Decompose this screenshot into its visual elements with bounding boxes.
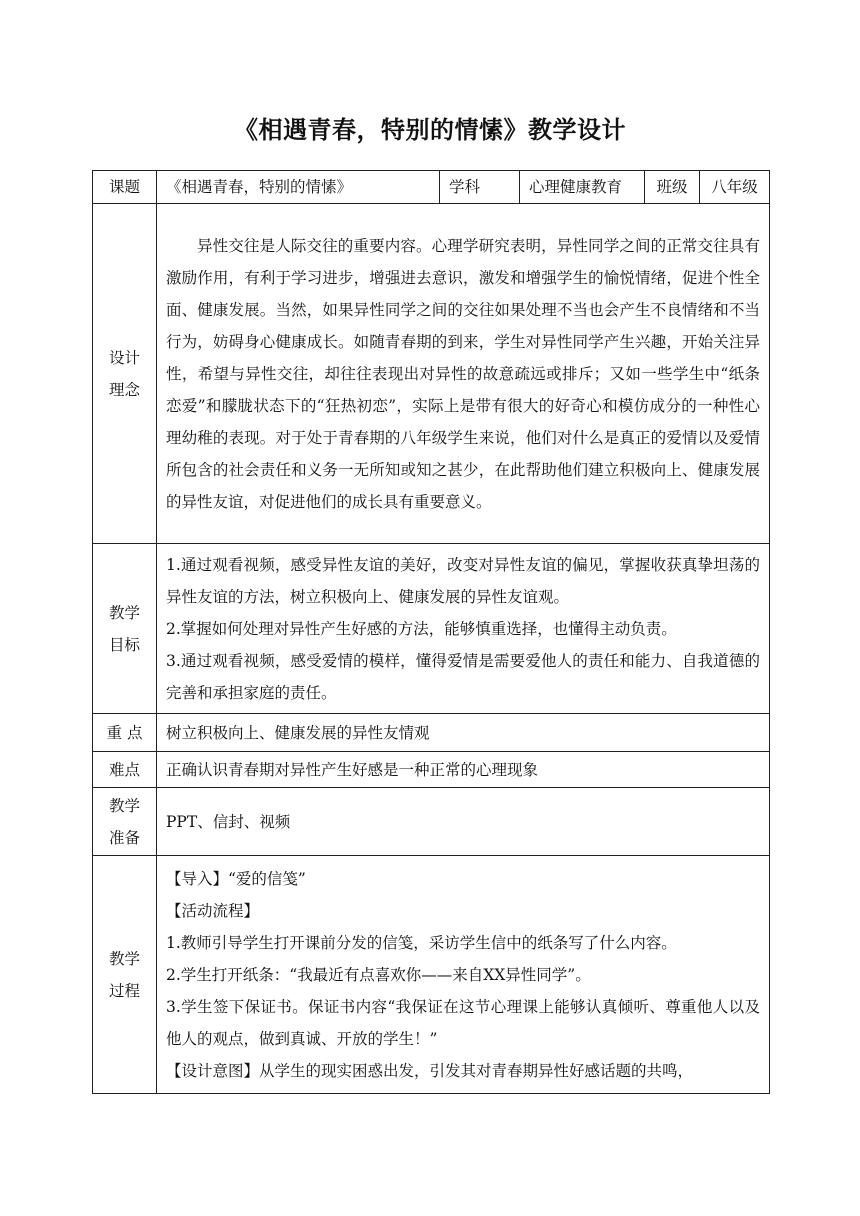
class-label: 班级 (645, 171, 700, 204)
preparation-label: 教学准备 (93, 788, 157, 856)
header-row (93, 171, 770, 204)
course-label: 课题 (93, 171, 157, 204)
goal-item: 3.通过观看视频，感受爱情的模样，懂得爱情是需要爱他人的责任和能力、自我道德的完善和承担家庭的责任。 (166, 651, 760, 702)
goal-item: 1.通过观看视频，感受异性友谊的美好，改变对异性友谊的偏见，掌握收获真挚坦荡的异性友谊的方法，树立积极向上、健康发展的异性友谊观。 (166, 555, 760, 606)
course-value: 《相遇青春，特别的情愫》 (157, 171, 440, 204)
process-line: 【导入】“爱的信笺” (166, 869, 306, 888)
process-line: 【设计意图】从学生的现实困惑出发，引发其对青春期异性好感话题的共鸣， (166, 1061, 694, 1080)
process-label: 教学过程 (93, 856, 157, 1094)
difficulty-text: 正确认识青春期对异性产生好感是一种正常的心理现象 (157, 752, 770, 788)
class-value: 八年级 (700, 171, 770, 204)
process-line: 【活动流程】 (166, 901, 260, 920)
process-cell (157, 856, 770, 1094)
process-line: 2.学生打开纸条：“我最近有点喜欢你——来自XX异性同学”。 (166, 965, 591, 984)
lesson-plan-table (92, 170, 770, 1094)
design-concept-row (93, 204, 770, 544)
document-title: 《相遇青春，特别的情愫》教学设计 (234, 116, 626, 144)
goal-item: 2.掌握如何处理对异性产生好感的方法，能够慎重选择，也懂得主动负责。 (166, 619, 677, 638)
key-point-text: 树立积极向上、健康发展的异性友情观 (157, 714, 770, 752)
difficulty-row (93, 752, 770, 788)
key-point-row (93, 714, 770, 752)
process-line: 3.学生签下保证书。保证书内容“我保证在这节心理课上能够认真倾听、尊重他人以及他人的观点，做到真诚、开放的学生！” (166, 997, 760, 1048)
design-concept-cell (157, 204, 770, 544)
teaching-goals-label: 教学目标 (93, 544, 157, 714)
subject-value: 心理健康教育 (520, 171, 645, 204)
teaching-goals-cell (157, 544, 770, 714)
design-concept-label: 设计理念 (93, 204, 157, 544)
teaching-goals-row (93, 544, 770, 714)
process-row (93, 856, 770, 1094)
preparation-row (93, 788, 770, 856)
preparation-text: PPT、信封、视频 (157, 788, 770, 856)
process-line: 1.教师引导学生打开课前分发的信笺，采访学生信中的纸条写了什么内容。 (166, 933, 677, 952)
design-concept-text: 异性交往是人际交往的重要内容。心理学研究表明，异性同学之间的正常交往具有激励作用，有利于学习进步，增强进去意识，激发和增强学生的愉悦情绪，促进个性全面、健康发展。当然，如果异性同学之间的交往如果处理不当也会产生不良情绪和不当行为，妨碍身心健康成长。如随青春期的到来，学生对异性同学产生兴趣，开始关注异性，希望与异性交往，却往往表现出对异性的故意疏远或排斥；又如一些学生中“纸条恋爱”和朦胧状态下的“狂热初恋”，实际上是带有很大的好奇心和模仿成分的一种性心理幼稚的表现。对于处于青春期的八年级学生来说，他们对什么是真正的爱情以及爱情所包含的社会责任和义务一无所知或知之甚少，在此帮助他们建立积极向上、健康发展的异性友谊，对促进他们的成长具有重要意义。 (166, 236, 760, 511)
subject-label: 学科 (440, 171, 520, 204)
difficulty-label: 难点 (93, 752, 157, 788)
key-point-label: 重 点 (93, 714, 157, 752)
